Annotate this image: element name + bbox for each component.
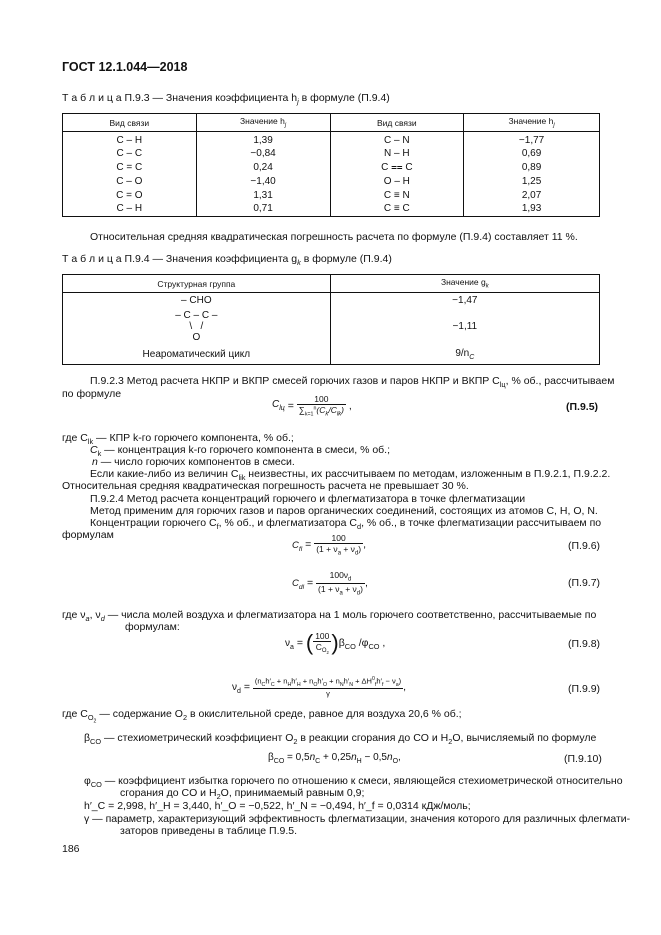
eq-label-p98: (П.9.8) — [568, 638, 601, 650]
page-number: 186 — [62, 843, 80, 855]
table-cell: С = С — [63, 160, 197, 174]
eq-label-p99: (П.9.9) — [568, 683, 601, 695]
s923-p1: П.9.2.3 Метод расчета НКПР и ВКПР смесей горючих газов и паров НКПР и ВКПР $C_{lц}$, % об., рассчитываем — [90, 375, 615, 390]
formula-p97: $C_{dl}$ = $\frac{100\nu_d}{(1 + \nu_a + \nu_d)}$ , — [292, 570, 368, 597]
where-gamma-b: заторов приведены в таблице П.9.5. — [120, 825, 298, 837]
table-cell: 0,71 — [196, 202, 330, 216]
s923-p2: Если какие-либо из величин $C_{lik}$ неизвестны, их рассчитываем по методам, изложенным в П.9.2.1, П.9.2.2. — [90, 468, 611, 483]
table-coefficients-g — [62, 274, 600, 365]
table-cell: – C – C – \ / O — [63, 308, 331, 346]
table-cell: N – Н — [330, 146, 464, 160]
table-row — [63, 146, 600, 160]
where-ck: $C_k$ — концентрация k-го горючего компонента в смеси, % об.; — [90, 444, 391, 459]
eq-label-p95: (П.9.5) — [566, 401, 599, 413]
table-coefficients-h — [62, 113, 600, 217]
table-cell: 1,25 — [464, 174, 600, 188]
where-nu-b: формулам: — [125, 621, 180, 633]
where-phi: $\varphi_{CO}$ — коэффициент избытка горючего по отношению к смеси, являющейся стехиометрической относительно — [84, 775, 623, 790]
table-cell: С ≡ С — [330, 202, 464, 216]
s924-title: П.9.2.4 Метод расчета концентраций горючего и флегматизатора в точке флегматизации — [90, 493, 526, 505]
table-cell: Неароматический цикл — [63, 346, 331, 365]
table-cell: $9/n_C$ — [330, 346, 599, 365]
s924-p1: Метод применим для горючих газов и паров органических соединений, состоящих из атомов С, Н, О, N. — [90, 505, 598, 517]
table-cell: −1,11 — [330, 308, 599, 346]
table-cell: С – С — [63, 146, 197, 160]
table-cell: 2,07 — [464, 188, 600, 202]
col-header: Значение $h_j$ — [196, 114, 330, 132]
s923-p3: Относительная средняя квадратическая погрешность расчета не превышает 30 %. — [62, 480, 469, 492]
table-cell: 0,24 — [196, 160, 330, 174]
col-header: Вид связи — [63, 114, 197, 132]
table2-caption: Т а б л и ц а П.9.4 — Значения коэффициента $g_k$ в формуле (П.9.4) — [62, 253, 392, 268]
formula-p96: $C_{fl}$ = $\frac{100}{(1 + \nu_a + \nu_d)}$ , — [292, 533, 367, 557]
s924-p2: Концентрации горючего $C_f$, % об., и флегматизатора $C_d$, % об., в точке флегматизации рассчитываем по — [90, 517, 602, 532]
col-header: Вид связи — [330, 114, 464, 132]
col-header: Структурная группа — [63, 275, 331, 293]
table-cell: С – Н — [63, 132, 197, 147]
table-cell: 0,69 — [464, 146, 600, 160]
eq-label-p97: (П.9.7) — [568, 577, 601, 589]
table-cell: 1,31 — [196, 188, 330, 202]
document-header: ГОСТ 12.1.044—2018 — [62, 60, 188, 74]
table-cell: −1,47 — [330, 293, 599, 308]
table-cell: С – О — [63, 174, 197, 188]
formula-p98: $\nu_a$ = ( $\frac{100}{C_{O_2}}$ )$\beta_{CO}$ $/\varphi_{CO}$ , — [285, 630, 386, 656]
table-cell: 1,39 — [196, 132, 330, 147]
table1-caption: Т а б л и ц а П.9.3 — Значения коэффициента $h_j$ в формуле (П.9.4) — [62, 92, 390, 107]
eq-label-p96: (П.9.6) — [568, 540, 601, 552]
where-clk: где $C_{lk}$ — КПР k-го горючего компонента, % об.; — [62, 432, 294, 447]
formula-p99: $\nu_d$ = $\frac{(n_Ch'_C + n_Hh'_H + n_Oh'_O + n_Nh'_N + \Delta H^0_fh'_f - \nu_a)}{\gamma}$ , — [232, 676, 407, 698]
table-row — [63, 188, 600, 202]
table-cell: −1,77 — [464, 132, 600, 147]
table-cell: −0,84 — [196, 146, 330, 160]
where-phi-b: сгорания до CO и $H_2O$, принимаемый равным 0,9; — [120, 787, 365, 802]
col-header: Значение $g_k$ — [330, 275, 599, 293]
table-cell: С = О — [63, 188, 197, 202]
where-co2: где $C_{O_2}$ — содержание $O_2$ в окислительной среде, равное для воздуха 20,6 % об.; — [62, 708, 462, 725]
table-cell: О – Н — [330, 174, 464, 188]
h-values: h′_C = 2,998, h′_H = 3,440, h′_O = −0,522, h′_N = −0,494, h′_f = 0,0314 кДж/моль; — [84, 800, 471, 812]
table-row — [63, 160, 600, 174]
table1-note: Относительная средняя квадратическая погрешность расчета по формуле (П.9.4) составляет 11 %. — [90, 231, 578, 243]
where-gamma: γ — параметр, характеризующий эффективность флегматизации, значения которого для различных флегмати- — [84, 813, 631, 825]
table-cell: С ≡ N — [330, 188, 464, 202]
table-cell: 1,93 — [464, 202, 600, 216]
s924-p2b: формулам — [62, 529, 114, 541]
table-cell: С – N — [330, 132, 464, 147]
formula-p910: $\beta_{CO} = 0,5n_C + 0,25n_H - 0,5n_O$, — [268, 752, 401, 765]
table-row — [63, 202, 600, 216]
table-row — [63, 132, 600, 147]
table-cell: С – Н — [63, 202, 197, 216]
table-cell: 0,89 — [464, 160, 600, 174]
table-cell: С ⩵ С — [330, 160, 464, 174]
where-beta: $\beta_{CO}$ — стехиометрический коэффициент $O_2$ в реакции сгорания до CO и $H_2O$, вычисляемый по формуле — [84, 732, 597, 747]
eq-label-p910: (П.9.10) — [564, 753, 602, 765]
table-cell: – CHO — [63, 293, 331, 308]
s923-p1b: по формуле — [62, 388, 122, 400]
table-cell: −1,40 — [196, 174, 330, 188]
where-nu: где $\nu_a$, $\nu_d$ — числа молей воздуха и флегматизатора на 1 моль горючего соответственно, рассчитываемые по — [62, 609, 597, 624]
table-row — [63, 174, 600, 188]
where-n: n — число горючих компонентов в смеси. — [92, 456, 295, 468]
col-header: Значение $h_j$ — [464, 114, 600, 132]
formula-p95: $C_{lц}$ = $\frac{100}{\sum_{k=1}^n(C_k/C_{lk})}$ , — [272, 394, 352, 418]
